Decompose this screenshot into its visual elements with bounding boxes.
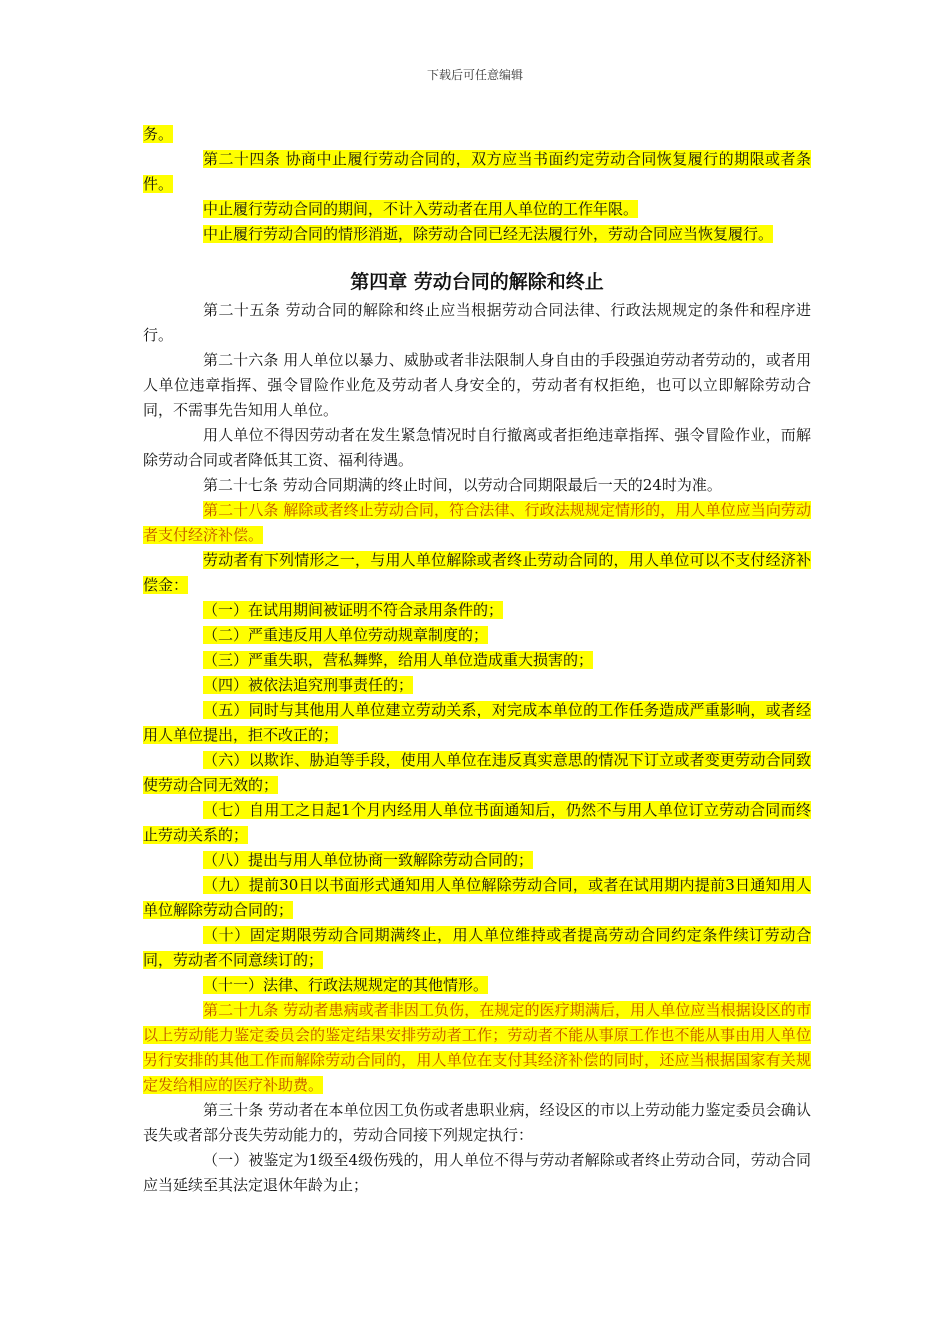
article-24-block bbox=[143, 122, 811, 247]
paragraph-text: （七）自用工之日起1个月内经用人单位书面通知后，仍然不与用人单位订立劳动合同而终止劳动关系的； bbox=[143, 801, 811, 844]
paragraph bbox=[143, 147, 811, 197]
paragraph-text: 务。 bbox=[143, 125, 174, 143]
paragraph-text: 第三十条 劳动者在本单位因工负伤或者患职业病，经设区的市以上劳动能力鉴定委员会确认丧失或者部分丧失劳动能力的，劳动合同接下列规定执行： bbox=[143, 1101, 811, 1144]
paragraph bbox=[143, 222, 811, 247]
paragraph-text: （三）严重失职，营私舞弊，给用人单位造成重大损害的； bbox=[203, 651, 594, 669]
paragraph bbox=[143, 122, 811, 147]
paragraph bbox=[143, 498, 811, 548]
paragraph bbox=[143, 698, 811, 748]
paragraph-text: （十一）法律、行政法规规定的其他情形。 bbox=[203, 976, 489, 994]
paragraph-text: 第二十六条 用人单位以暴力、威胁或者非法限制人身自由的手段强迫劳动者劳动的，或者用人单位违章指挥、强令冒险作业危及劳动者人身安全的，劳动者有权拒绝，也可以立即解除劳动合同，不需事先告知用人单位。 bbox=[143, 351, 811, 419]
paragraph bbox=[143, 197, 811, 222]
paragraph-text: 第二十九条 劳动者患病或者非因工负伤，在规定的医疗期满后，用人单位应当根据设区的市以上劳动能力鉴定委员会的鉴定结果安排劳动者工作；劳动者不能从事原工作也不能从事由用人单位另行安排的其他工作而解除劳动合同的，用人单位在支付其经济补偿的同时，还应当根据国家有关规定发给相应的医疗补助费。 bbox=[143, 1001, 811, 1094]
paragraph-text: 第二十五条 劳动合同的解除和终止应当根据劳动合同法律、行政法规规定的条件和程序进行。 bbox=[143, 301, 811, 344]
paragraph-text: 第二十四条 协商中止履行劳动合同的，双方应当书面约定劳动合同恢复履行的期限或者条件。 bbox=[143, 150, 811, 193]
paragraph-text: （八）提出与用人单位协商一致解除劳动合同的； bbox=[203, 851, 534, 869]
page-header: 下载后可任意编辑 bbox=[426, 68, 523, 82]
paragraph-text: （一）被鉴定为1级至4级伤残的，用人单位不得与劳动者解除或者终止劳动合同，劳动合同应当延续至其法定退休年龄为止； bbox=[143, 1151, 811, 1194]
paragraph bbox=[143, 423, 811, 473]
paragraph-text: 劳动者有下列情形之一，与用人单位解除或者终止劳动合同的，用人单位可以不支付经济补偿金： bbox=[143, 551, 811, 594]
document-body bbox=[143, 122, 811, 1198]
paragraph-text: 第二十八条 解除或者终止劳动合同，符合法律、行政法规规定情形的，用人单位应当向劳动者支付经济补偿。 bbox=[143, 501, 811, 544]
paragraph bbox=[143, 348, 811, 423]
paragraph-text: （九）提前30日以书面形式通知用人单位解除劳动合同，或者在试用期内提前3日通知用人单位解除劳动合同的； bbox=[143, 876, 811, 919]
paragraph bbox=[143, 673, 811, 698]
paragraph bbox=[143, 548, 811, 598]
paragraph-text: （四）被依法追究刑事责任的； bbox=[203, 676, 414, 694]
paragraph bbox=[143, 598, 811, 623]
paragraph bbox=[143, 848, 811, 873]
paragraph bbox=[143, 648, 811, 673]
paragraph-text: 中止履行劳动合同的情形消逝，除劳动合同已经无法履行外，劳动合同应当恢复履行。 bbox=[203, 225, 774, 243]
paragraph bbox=[143, 873, 811, 923]
paragraph-text: （五）同时与其他用人单位建立劳动关系，对完成本单位的工作任务造成严重影响，或者经用人单位提出，拒不改正的； bbox=[143, 701, 811, 744]
paragraph bbox=[143, 298, 811, 348]
paragraph bbox=[143, 973, 811, 998]
paragraph-text: （二）严重违反用人单位劳动规章制度的； bbox=[203, 626, 489, 644]
paragraph bbox=[143, 473, 811, 498]
paragraph bbox=[143, 798, 811, 848]
chapter-title: 第四章 劳动台同的解除和终止 bbox=[350, 271, 604, 293]
paragraph-text: （一）在试用期间被证明不符合录用条件的； bbox=[203, 601, 504, 619]
paragraph bbox=[143, 923, 811, 973]
chapter-4-block bbox=[143, 298, 811, 1198]
paragraph-text: 第二十七条 劳动合同期满的终止时间，以劳动合同期限最后一天的24时为准。 bbox=[203, 476, 722, 494]
paragraph bbox=[143, 1098, 811, 1148]
paragraph bbox=[143, 623, 811, 648]
paragraph-text: （六）以欺诈、胁迫等手段，使用人单位在违反真实意思的情况下订立或者变更劳动合同致使劳动合同无效的； bbox=[143, 751, 811, 794]
paragraph-text: 中止履行劳动合同的期间，不计入劳动者在用人单位的工作年限。 bbox=[203, 200, 639, 218]
paragraph-text: 用人单位不得因劳动者在发生紧急情况时自行撤离或者拒绝违章指挥、强令冒险作业，而解除劳动合同或者降低其工资、福利待遇。 bbox=[143, 426, 811, 469]
paragraph-text: （十）固定期限劳动合同期满终止，用人单位维持或者提高劳动合同约定条件续订劳动合同，劳动者不同意续订的； bbox=[143, 926, 811, 969]
paragraph bbox=[143, 748, 811, 798]
paragraph bbox=[143, 998, 811, 1098]
paragraph bbox=[143, 1148, 811, 1198]
